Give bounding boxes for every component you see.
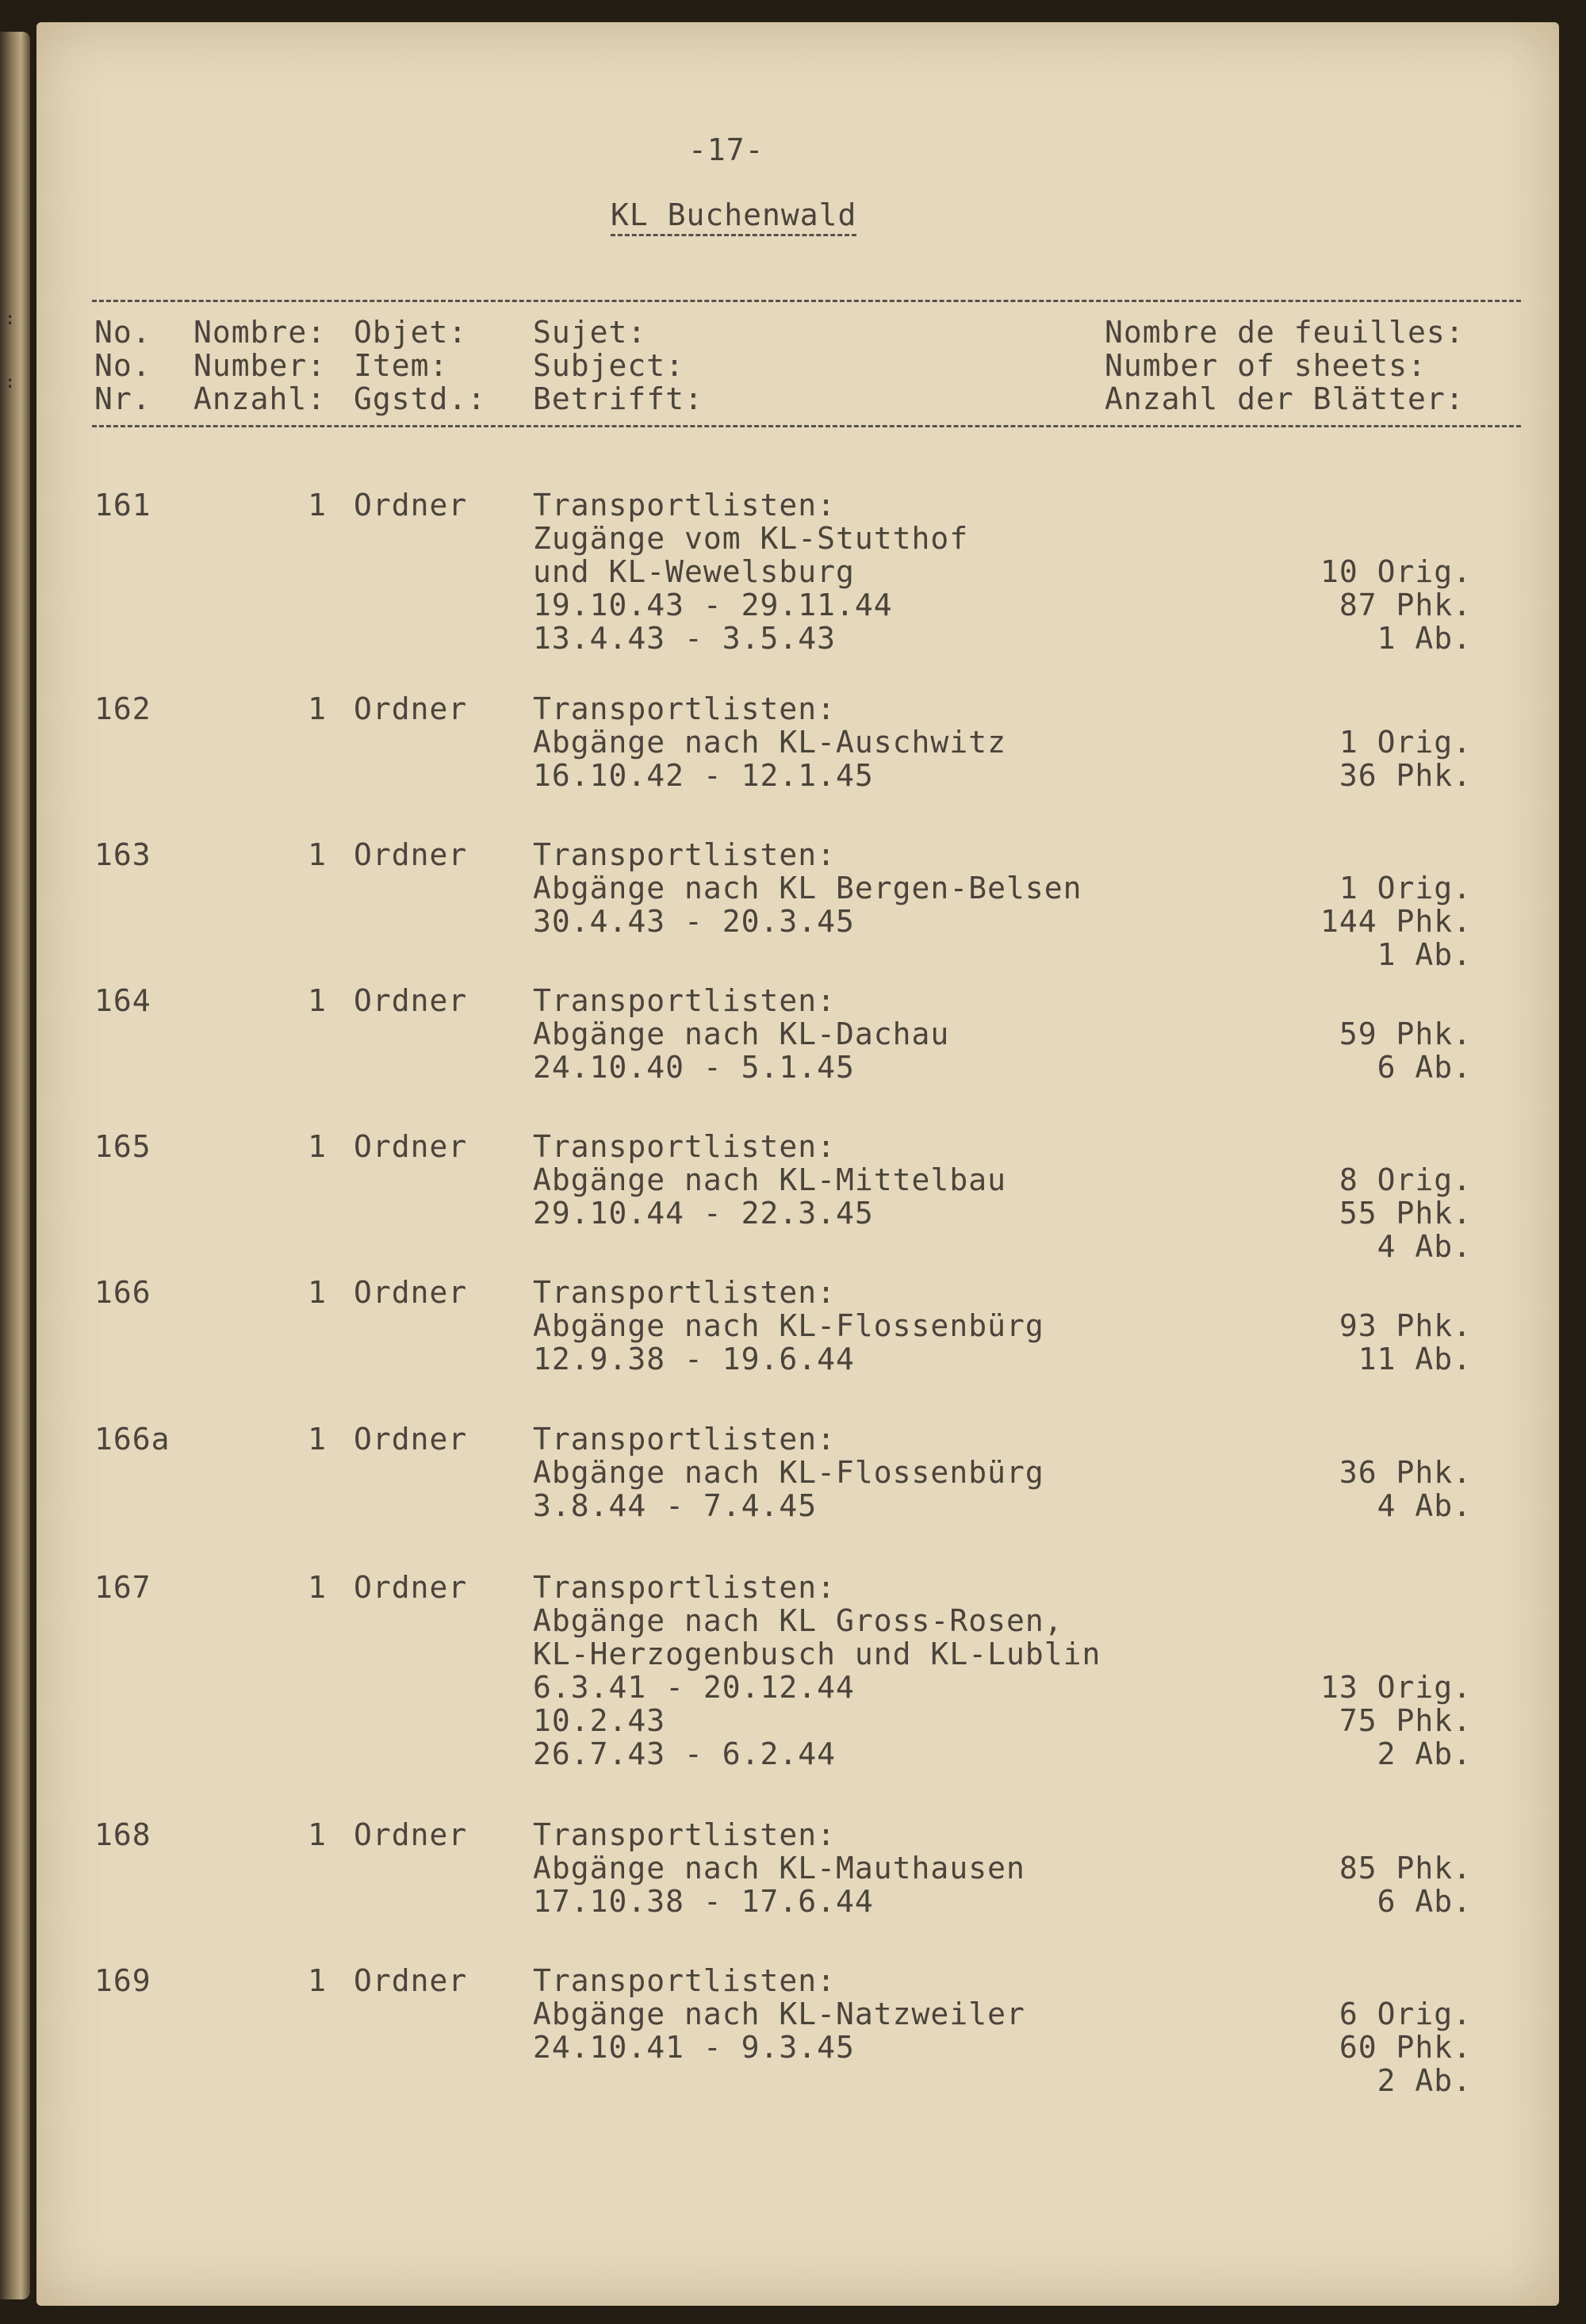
header-count-en: Number: [193,348,327,383]
subject-line: Zugänge vom KL-Stutthof [533,521,969,556]
entry-count: 1 [308,1129,327,1164]
subject-line: Transportlisten: [533,488,837,523]
entry-number: 162 [94,691,151,726]
entry-count: 1 [308,1422,327,1457]
header-count-fr: Nombre: [193,315,327,350]
sheets-line: 6 Orig. [1339,1997,1472,2031]
header-subject-fr: Sujet: [533,315,647,350]
entry-number: 169 [94,1963,151,1998]
entry-sheets [1107,692,1472,792]
subject-line: 19.10.43 - 29.11.44 [533,588,893,622]
entry-item: Ordner [354,837,468,872]
sheets-line: 36 Phk. [1339,1455,1472,1490]
entry-number: 165 [94,1129,151,1164]
entry-subject [533,1571,1101,1771]
subject-line: und KL-Wewelsburg [533,554,855,589]
sheets-line: 36 Phk. [1339,758,1472,793]
entry-subject [533,1422,1044,1522]
subject-line: Transportlisten: [533,1963,837,1998]
header-subject-de: Betrifft: [533,381,703,416]
entry-count: 1 [308,691,327,726]
subject-line [533,938,1082,971]
entry-number: 164 [94,983,151,1018]
sheets-line: 4 Ab. [1377,1229,1472,1264]
entry-item: Ordner [354,983,468,1018]
entry-subject [533,838,1082,971]
entry-number: 166a [94,1422,170,1457]
header-item-de: Ggstd.: [354,381,487,416]
entry-number: 161 [94,488,151,523]
sheets-line [1107,1637,1472,1671]
header-rule-bottom [92,425,1521,427]
subject-line: Abgänge nach KL-Natzweiler [533,1997,1025,2031]
subject-line: KL-Herzogenbusch und KL-Lublin [533,1637,1101,1671]
entry-count: 1 [308,837,327,872]
entry-count: 1 [308,983,327,1018]
subject-line: Abgänge nach KL-Mittelbau [533,1162,1006,1197]
sheets-line: 85 Phk. [1339,1851,1472,1886]
entry-item: Ordner [354,1275,468,1310]
entry-count: 1 [308,1570,327,1605]
sheets-line [1107,1571,1472,1604]
sheets-line: 60 Phk. [1339,2030,1472,2065]
subject-line: 16.10.42 - 12.1.45 [533,758,874,793]
header-sheets-de: Anzahl der Blätter: [1105,381,1465,416]
sheets-line: 75 Phk. [1339,1703,1472,1738]
sheets-line: 1 Orig. [1339,725,1472,760]
entry-number: 166 [94,1275,151,1310]
sheets-line: 93 Phk. [1339,1308,1472,1343]
entry-item: Ordner [354,1129,468,1164]
entry-item: Ordner [354,1963,468,1998]
subject-line [533,1230,1006,1263]
entry-subject [533,692,1006,792]
header-no-en: No. [94,348,151,383]
subject-line: Transportlisten: [533,983,837,1018]
subject-line: 3.8.44 - 7.4.45 [533,1488,818,1523]
header-no-fr: No. [94,315,151,350]
subject-line: Transportlisten: [533,837,837,872]
sheets-line [1107,1422,1472,1456]
entry-sheets [1107,984,1472,1084]
subject-line: 30.4.43 - 20.3.45 [533,904,855,939]
sheets-line: 6 Ab. [1377,1050,1472,1085]
sheets-line: 8 Orig. [1339,1162,1472,1197]
sheets-line [1107,1130,1472,1163]
sheets-line: 144 Phk. [1320,904,1472,939]
sheets-line: 6 Ab. [1377,1884,1472,1919]
subject-line: Transportlisten: [533,1817,837,1852]
entry-subject [533,1276,1044,1376]
sheets-line: 2 Ab. [1377,1736,1472,1771]
subject-line: 17.10.38 - 17.6.44 [533,1884,874,1919]
subject-line: Abgänge nach KL-Mauthausen [533,1851,1025,1886]
entry-subject [533,488,968,655]
entry-subject [533,984,949,1084]
header-subject-en: Subject: [533,348,685,383]
document-page [36,22,1559,2306]
sheets-line [1107,522,1472,555]
subject-line: Transportlisten: [533,691,837,726]
subject-line: Abgänge nach KL-Auschwitz [533,725,1006,760]
sheets-line [1107,1276,1472,1309]
subject-line: 24.10.40 - 5.1.45 [533,1050,855,1085]
subject-line: 6.3.41 - 20.12.44 [533,1670,855,1705]
sheets-line [1107,1964,1472,1997]
sheets-line [1107,1604,1472,1637]
header-item-fr: Objet: [354,315,468,350]
sheets-line: 13 Orig. [1320,1670,1472,1705]
entry-count: 1 [308,1963,327,1998]
entry-item: Ordner [354,1570,468,1605]
entry-sheets [1107,1130,1472,1263]
entry-item: Ordner [354,1422,468,1457]
subject-line [533,2064,1025,2097]
entry-sheets [1107,1964,1472,2097]
subject-line: Transportlisten: [533,1570,837,1605]
subject-line: Transportlisten: [533,1422,837,1457]
entry-subject [533,1964,1025,2097]
subject-line: Transportlisten: [533,1275,837,1310]
entry-count: 1 [308,1275,327,1310]
subject-line: Abgänge nach KL-Flossenbürg [533,1308,1044,1343]
header-count-de: Anzahl: [193,381,327,416]
entry-item: Ordner [354,1817,468,1852]
sheets-line: 1 Ab. [1377,621,1472,656]
entry-sheets [1107,1276,1472,1376]
sheets-line: 1 Orig. [1339,871,1472,905]
sheets-line: 2 Ab. [1377,2063,1472,2098]
entry-sheets [1107,488,1472,655]
header-item-en: Item: [354,348,449,383]
book-binding [0,32,30,2299]
header-sheets-fr: Nombre de feuilles: [1105,315,1465,350]
sheets-line: 11 Ab. [1358,1342,1472,1376]
binding-mark: : [5,373,16,392]
entry-sheets [1107,1571,1472,1771]
binding-mark: : [5,309,16,329]
subject-line: 10.2.43 [533,1703,666,1738]
sheets-line [1107,838,1472,871]
entry-sheets [1107,1422,1472,1522]
sheets-line: 4 Ab. [1377,1488,1472,1523]
entry-sheets [1107,1818,1472,1918]
sheets-line [1107,488,1472,522]
entry-item: Ordner [354,488,468,523]
header-sheets-en: Number of sheets: [1105,348,1427,383]
header-no-de: Nr. [94,381,151,416]
entry-number: 167 [94,1570,151,1605]
subject-line: Abgänge nach KL Bergen-Belsen [533,871,1082,905]
entry-item: Ordner [354,691,468,726]
entry-number: 168 [94,1817,151,1852]
page-number: -17- [688,132,764,167]
sheets-line [1107,984,1472,1017]
sheets-line [1107,1818,1472,1851]
entry-number: 163 [94,837,151,872]
sheets-line: 10 Orig. [1320,554,1472,589]
entry-count: 1 [308,488,327,523]
subject-line: 26.7.43 - 6.2.44 [533,1736,837,1771]
subject-line: Abgänge nach KL-Flossenbürg [533,1455,1044,1490]
sheets-line: 87 Phk. [1339,588,1472,622]
entry-count: 1 [308,1817,327,1852]
header-rule-top [92,300,1521,302]
sheets-line: 55 Phk. [1339,1196,1472,1231]
page-title: KL Buchenwald [611,198,856,232]
entry-subject [533,1818,1025,1918]
subject-line: Transportlisten: [533,1129,837,1164]
subject-line: 24.10.41 - 9.3.45 [533,2030,855,2065]
subject-line: 12.9.38 - 19.6.44 [533,1342,855,1376]
sheets-line: 59 Phk. [1339,1017,1472,1051]
subject-line: Abgänge nach KL Gross-Rosen, [533,1603,1063,1638]
sheets-line [1107,692,1472,726]
subject-line: 13.4.43 - 3.5.43 [533,621,837,656]
subject-line: 29.10.44 - 22.3.45 [533,1196,874,1231]
entry-subject [533,1130,1006,1263]
sheets-line: 1 Ab. [1377,937,1472,972]
entry-sheets [1107,838,1472,971]
subject-line: Abgänge nach KL-Dachau [533,1017,950,1051]
